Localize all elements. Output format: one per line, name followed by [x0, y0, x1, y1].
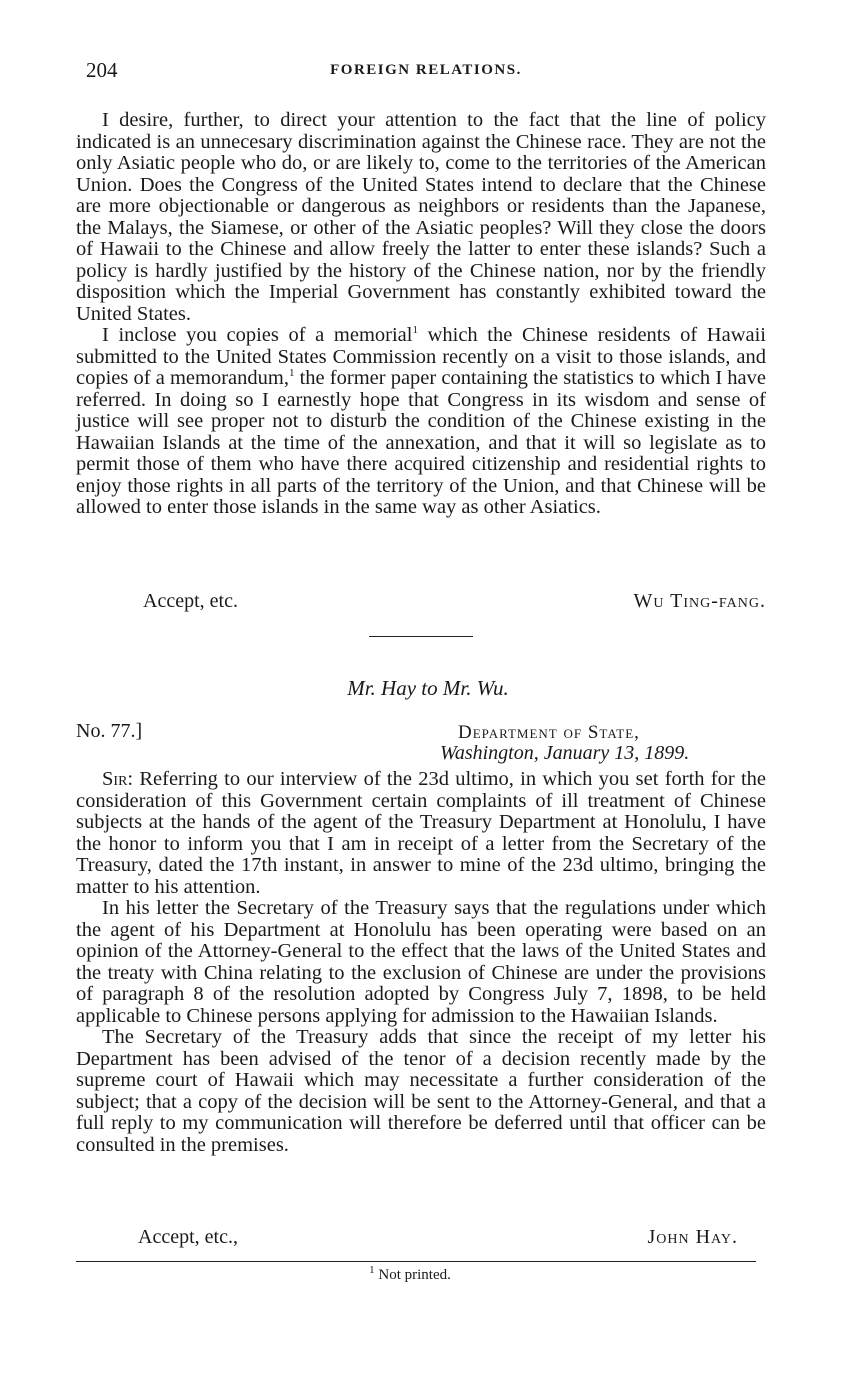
footnote: [0, 1264, 820, 1284]
letter2-title: Mr. Hay to Mr. Wu.: [347, 676, 509, 700]
letter2-paragraph-3: The Secretary of the Treasury adds that since the receipt of my letter his Department has been advised of the tenor of a decision recently made by the supreme court of Hawaii which may necessitate a further consideration of the subject; that a copy of the decision will be sent to the Attorney-General, and that a full reply to my communication will therefore be deferred until that officer can be consulted in the premises.: [76, 1026, 766, 1156]
letter2-doc-number: No. 77.]: [76, 720, 143, 742]
footnote-text: Not printed.: [374, 1267, 451, 1283]
letter2-paragraph-1-text: Referring to our interview of the 23d ultimo, in which you set forth for the consideration of this Government certain complaints of ill treatment of Chinese subjects at the hands of the agent of the Treasury Department at Honolulu, I have the honor to inform you that I am in receipt of a letter from the Secretary of the Treasury, dated the 17th instant, in answer to mine of the 23d ultimo, bringing the matter to his attention.: [76, 768, 766, 898]
letter2-department: Department of State,: [458, 722, 640, 743]
footnote-number: 1: [369, 1264, 375, 1276]
letter1-closing: Accept, etc.: [143, 590, 238, 612]
letter1-paragraph-1: I desire, further, to direct your attention to the fact that the line of policy indicated is an unnecesary discrimination against the Chinese race. They are not the only Asiatic people who do, or are likely to, come to the territories of the American Union. Does the Congress of the United States intend to declare that the Chinese are more objectionable or dangerous as neighbors or residents than the Japanese, the Malays, the Siamese, or other of the Asiatic peoples? Will they close the doors of Hawaii to the Chinese and allow freely the latter to enter these islands? Such a policy is hardly justified by the history of the Chinese nation, nor by the friendly disposition which the Imperial Government has constantly exhibited toward the United States.: [76, 109, 766, 325]
letter2-paragraph-1: [76, 769, 766, 898]
page-header: [86, 58, 766, 84]
letter2-salutation: Sir:: [102, 768, 134, 790]
letter1-paragraph-2: [76, 325, 766, 519]
letter2-place-date: Washington, January 13, 1899.: [440, 742, 690, 764]
letter1-closing-line: [76, 590, 766, 614]
letter2-signature: John Hay.: [647, 1226, 738, 1248]
footnote-rule: [76, 1261, 756, 1262]
letter2-body: [76, 769, 766, 1156]
letter2-closing-line: [76, 1226, 766, 1250]
letter1-body: [76, 110, 766, 519]
footnote-marker: 1: [412, 324, 418, 337]
section-divider: [369, 636, 473, 637]
page-number: 204: [86, 58, 118, 82]
footnote-marker: 1: [288, 367, 295, 380]
running-head: FOREIGN RELATIONS.: [330, 62, 522, 78]
letter1-paragraph-2-part-c: the former paper containing the statistics to which I have referred. In doing so I earnestly hope that Congress in its wisdom and sense of justice will see proper not to disturb the condition of the Chinese existing in the Hawaiian Islands at the time of the annexation, and that it will so legislate as to permit those of them who have there acquired citizenship and residential rights to enjoy those rights in all parts of the territory of the Union, and that Chinese will be allowed to enter those islands in the same way as other Asiatics.: [76, 367, 766, 518]
letter2-closing: Accept, etc.,: [138, 1226, 238, 1248]
letter1-signature: Wu Ting-fang.: [633, 590, 766, 612]
letter2-paragraph-2: In his letter the Secretary of the Treasury says that the regulations under which the agent of his Department at Honolulu has been operating were based on an opinion of the Attorney-General to the effect that the laws of the United States and the treaty with China relating to the exclusion of Chinese are under the provisions of paragraph 8 of the resolution adopted by Congress July 7, 1898, to be held applicable to Chinese persons applying for admission to the Hawaiian Islands.: [76, 897, 766, 1027]
letter1-paragraph-2-part-b: which the Chinese residents of Hawaii submitted to the United States Commission recently on a visit to those islands, and copies of a memorandum,: [76, 324, 766, 389]
letter1-paragraph-2-part-a: I inclose you copies of a memorial: [102, 324, 413, 346]
